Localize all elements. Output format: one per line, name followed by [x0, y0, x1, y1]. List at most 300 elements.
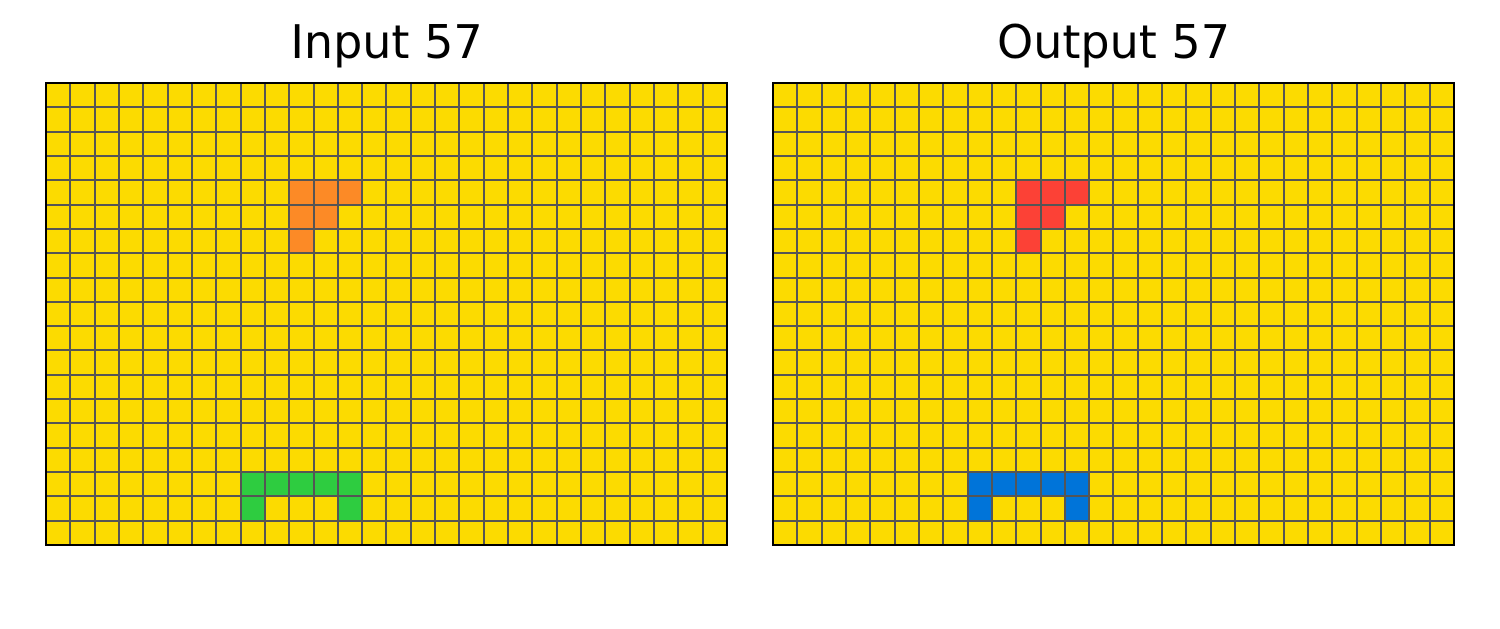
output-cell-r11-c6: [920, 351, 942, 373]
input-cell-r17-c20: [533, 497, 555, 519]
output-cell-r13-c17: [1187, 400, 1209, 422]
output-cell-r2-c24: [1358, 133, 1380, 155]
input-cell-r17-c1: [71, 497, 93, 519]
output-cell-r16-c23: [1333, 473, 1355, 495]
output-cell-r3-c22: [1309, 157, 1331, 179]
input-cell-r7-c18: [485, 254, 507, 276]
input-cell-r10-c10: [290, 327, 312, 349]
output-cell-r10-c1: [798, 327, 820, 349]
input-cell-r14-c6: [193, 424, 215, 446]
output-cell-r8-c21: [1285, 279, 1307, 301]
input-cell-r16-c9: [266, 473, 288, 495]
input-cell-r11-c27: [704, 351, 726, 373]
input-cell-r13-c7: [217, 400, 239, 422]
output-cell-r0-c7: [944, 84, 966, 106]
input-cell-r6-c15: [412, 230, 434, 252]
input-cell-r9-c22: [582, 303, 604, 325]
output-cell-r10-c9: [993, 327, 1015, 349]
input-cell-r8-c19: [509, 279, 531, 301]
output-cell-r5-c15: [1139, 206, 1161, 228]
output-cell-r17-c3: [847, 497, 869, 519]
input-cell-r7-c27: [704, 254, 726, 276]
output-cell-r18-c4: [871, 522, 893, 544]
output-cell-r12-c22: [1309, 376, 1331, 398]
input-cell-r14-c8: [242, 424, 264, 446]
output-cell-r10-c6: [920, 327, 942, 349]
output-cell-r12-c7: [944, 376, 966, 398]
input-cell-r9-c10: [290, 303, 312, 325]
input-cell-r13-c27: [704, 400, 726, 422]
output-cell-r15-c16: [1163, 449, 1185, 471]
input-cell-r15-c13: [363, 449, 385, 471]
input-cell-r12-c6: [193, 376, 215, 398]
input-cell-r0-c2: [96, 84, 118, 106]
input-cell-r6-c4: [144, 230, 166, 252]
input-cell-r4-c21: [558, 181, 580, 203]
input-cell-r6-c27: [704, 230, 726, 252]
output-cell-r10-c20: [1260, 327, 1282, 349]
output-cell-r11-c22: [1309, 351, 1331, 373]
input-cell-r6-c21: [558, 230, 580, 252]
input-cell-r11-c4: [144, 351, 166, 373]
output-cell-r8-c8: [969, 279, 991, 301]
input-cell-r13-c18: [485, 400, 507, 422]
output-cell-r10-c0: [774, 327, 796, 349]
input-cell-r17-c9: [266, 497, 288, 519]
input-cell-r14-c25: [655, 424, 677, 446]
input-cell-r18-c2: [96, 522, 118, 544]
output-cell-r12-c3: [847, 376, 869, 398]
output-cell-r17-c7: [944, 497, 966, 519]
input-cell-r15-c14: [387, 449, 409, 471]
output-cell-r1-c18: [1212, 108, 1234, 130]
input-cell-r13-c9: [266, 400, 288, 422]
output-cell-r11-c9: [993, 351, 1015, 373]
input-cell-r14-c24: [631, 424, 653, 446]
output-cell-r10-c17: [1187, 327, 1209, 349]
input-cell-r8-c23: [606, 279, 628, 301]
output-cell-r18-c2: [823, 522, 845, 544]
output-cell-r12-c2: [823, 376, 845, 398]
input-cell-r17-c23: [606, 497, 628, 519]
output-cell-r5-c25: [1382, 206, 1404, 228]
input-cell-r7-c22: [582, 254, 604, 276]
output-cell-r14-c0: [774, 424, 796, 446]
output-cell-r18-c10: [1017, 522, 1039, 544]
output-cell-r6-c20: [1260, 230, 1282, 252]
output-cell-r13-c15: [1139, 400, 1161, 422]
input-cell-r4-c10: [290, 181, 312, 203]
output-cell-r2-c2: [823, 133, 845, 155]
output-cell-r5-c11: [1042, 206, 1064, 228]
output-cell-r14-c6: [920, 424, 942, 446]
output-cell-r5-c21: [1285, 206, 1307, 228]
output-cell-r2-c15: [1139, 133, 1161, 155]
output-cell-r8-c13: [1090, 279, 1112, 301]
output-cell-r5-c20: [1260, 206, 1282, 228]
input-cell-r10-c0: [47, 327, 69, 349]
input-cell-r8-c9: [266, 279, 288, 301]
input-cell-r10-c20: [533, 327, 555, 349]
input-cell-r11-c13: [363, 351, 385, 373]
output-cell-r0-c15: [1139, 84, 1161, 106]
output-cell-r1-c16: [1163, 108, 1185, 130]
input-cell-r9-c21: [558, 303, 580, 325]
input-cell-r9-c8: [242, 303, 264, 325]
input-grid: [45, 82, 728, 546]
output-cell-r6-c23: [1333, 230, 1355, 252]
output-cell-r16-c20: [1260, 473, 1282, 495]
input-cell-r15-c21: [558, 449, 580, 471]
input-cell-r18-c10: [290, 522, 312, 544]
input-cell-r18-c9: [266, 522, 288, 544]
input-cell-r4-c16: [436, 181, 458, 203]
output-cell-r6-c11: [1042, 230, 1064, 252]
input-cell-r4-c18: [485, 181, 507, 203]
input-cell-r3-c25: [655, 157, 677, 179]
input-cell-r14-c10: [290, 424, 312, 446]
input-cell-r13-c5: [169, 400, 191, 422]
output-cell-r1-c15: [1139, 108, 1161, 130]
input-cell-r18-c18: [485, 522, 507, 544]
input-cell-r15-c1: [71, 449, 93, 471]
input-cell-r16-c25: [655, 473, 677, 495]
output-cell-r16-c2: [823, 473, 845, 495]
input-cell-r3-c0: [47, 157, 69, 179]
input-cell-r13-c24: [631, 400, 653, 422]
output-cell-r3-c25: [1382, 157, 1404, 179]
output-cell-r4-c15: [1139, 181, 1161, 203]
input-cell-r7-c7: [217, 254, 239, 276]
output-cell-r9-c4: [871, 303, 893, 325]
input-cell-r16-c10: [290, 473, 312, 495]
output-cell-r3-c26: [1406, 157, 1428, 179]
input-cell-r12-c5: [169, 376, 191, 398]
output-cell-r1-c19: [1236, 108, 1258, 130]
input-cell-r9-c27: [704, 303, 726, 325]
input-cell-r7-c3: [120, 254, 142, 276]
input-cell-r16-c17: [460, 473, 482, 495]
input-cell-r2-c20: [533, 133, 555, 155]
output-cell-r0-c1: [798, 84, 820, 106]
output-cell-r0-c26: [1406, 84, 1428, 106]
output-cell-r16-c6: [920, 473, 942, 495]
output-cell-r15-c2: [823, 449, 845, 471]
input-cell-r10-c4: [144, 327, 166, 349]
input-cell-r3-c24: [631, 157, 653, 179]
output-cell-r6-c26: [1406, 230, 1428, 252]
input-cell-r0-c18: [485, 84, 507, 106]
output-cell-r4-c25: [1382, 181, 1404, 203]
input-cell-r15-c0: [47, 449, 69, 471]
input-cell-r2-c2: [96, 133, 118, 155]
input-cell-r13-c4: [144, 400, 166, 422]
output-cell-r1-c5: [896, 108, 918, 130]
output-cell-r13-c23: [1333, 400, 1355, 422]
output-cell-r9-c18: [1212, 303, 1234, 325]
input-cell-r14-c27: [704, 424, 726, 446]
input-cell-r15-c5: [169, 449, 191, 471]
output-cell-r3-c0: [774, 157, 796, 179]
input-cell-r18-c4: [144, 522, 166, 544]
output-cell-r6-c21: [1285, 230, 1307, 252]
output-cell-r0-c6: [920, 84, 942, 106]
output-cell-r11-c17: [1187, 351, 1209, 373]
output-cell-r12-c14: [1114, 376, 1136, 398]
input-cell-r4-c9: [266, 181, 288, 203]
input-cell-r3-c7: [217, 157, 239, 179]
output-cell-r4-c21: [1285, 181, 1307, 203]
input-cell-r5-c14: [387, 206, 409, 228]
output-cell-r18-c8: [969, 522, 991, 544]
output-cell-r18-c16: [1163, 522, 1185, 544]
input-cell-r12-c13: [363, 376, 385, 398]
input-cell-r2-c3: [120, 133, 142, 155]
input-cell-r2-c6: [193, 133, 215, 155]
output-cell-r14-c20: [1260, 424, 1282, 446]
output-cell-r15-c14: [1114, 449, 1136, 471]
output-cell-r15-c12: [1066, 449, 1088, 471]
input-cell-r6-c16: [436, 230, 458, 252]
output-cell-r10-c13: [1090, 327, 1112, 349]
input-cell-r2-c16: [436, 133, 458, 155]
output-cell-r18-c7: [944, 522, 966, 544]
output-cell-r0-c27: [1431, 84, 1453, 106]
input-cell-r9-c1: [71, 303, 93, 325]
input-cell-r8-c10: [290, 279, 312, 301]
output-cell-r15-c21: [1285, 449, 1307, 471]
output-cell-r18-c1: [798, 522, 820, 544]
output-cell-r6-c15: [1139, 230, 1161, 252]
output-cell-r12-c9: [993, 376, 1015, 398]
output-cell-r18-c21: [1285, 522, 1307, 544]
input-cell-r6-c7: [217, 230, 239, 252]
output-cell-r7-c23: [1333, 254, 1355, 276]
output-cell-r10-c3: [847, 327, 869, 349]
output-cell-r1-c6: [920, 108, 942, 130]
output-cell-r2-c16: [1163, 133, 1185, 155]
output-cell-r8-c20: [1260, 279, 1282, 301]
output-cell-r17-c22: [1309, 497, 1331, 519]
output-cell-r8-c9: [993, 279, 1015, 301]
input-cell-r2-c22: [582, 133, 604, 155]
input-cell-r1-c0: [47, 108, 69, 130]
output-cell-r15-c22: [1309, 449, 1331, 471]
output-cell-r6-c4: [871, 230, 893, 252]
output-cell-r15-c19: [1236, 449, 1258, 471]
output-cell-r5-c26: [1406, 206, 1428, 228]
input-cell-r15-c7: [217, 449, 239, 471]
input-cell-r13-c17: [460, 400, 482, 422]
output-cell-r1-c0: [774, 108, 796, 130]
output-cell-r12-c27: [1431, 376, 1453, 398]
output-cell-r9-c6: [920, 303, 942, 325]
output-cell-r11-c12: [1066, 351, 1088, 373]
output-cell-r4-c4: [871, 181, 893, 203]
output-cell-r13-c22: [1309, 400, 1331, 422]
output-cell-r7-c3: [847, 254, 869, 276]
output-cell-r18-c23: [1333, 522, 1355, 544]
output-cell-r2-c5: [896, 133, 918, 155]
output-cell-r9-c13: [1090, 303, 1112, 325]
input-cell-r7-c16: [436, 254, 458, 276]
input-cell-r3-c2: [96, 157, 118, 179]
input-cell-r12-c4: [144, 376, 166, 398]
output-cell-r2-c21: [1285, 133, 1307, 155]
output-cell-r5-c5: [896, 206, 918, 228]
output-cell-r5-c24: [1358, 206, 1380, 228]
output-cell-r8-c0: [774, 279, 796, 301]
input-cell-r7-c4: [144, 254, 166, 276]
output-cell-r11-c20: [1260, 351, 1282, 373]
output-cell-r13-c18: [1212, 400, 1234, 422]
input-cell-r0-c19: [509, 84, 531, 106]
input-cell-r15-c2: [96, 449, 118, 471]
input-cell-r1-c1: [71, 108, 93, 130]
input-cell-r9-c25: [655, 303, 677, 325]
output-cell-r17-c14: [1114, 497, 1136, 519]
output-cell-r3-c17: [1187, 157, 1209, 179]
output-cell-r15-c13: [1090, 449, 1112, 471]
input-cell-r16-c27: [704, 473, 726, 495]
output-cell-r11-c16: [1163, 351, 1185, 373]
input-cell-r1-c6: [193, 108, 215, 130]
output-cell-r7-c21: [1285, 254, 1307, 276]
input-cell-r7-c1: [71, 254, 93, 276]
output-cell-r4-c0: [774, 181, 796, 203]
output-cell-r7-c20: [1260, 254, 1282, 276]
input-cell-r17-c0: [47, 497, 69, 519]
input-cell-r18-c8: [242, 522, 264, 544]
input-cell-r17-c19: [509, 497, 531, 519]
input-cell-r8-c3: [120, 279, 142, 301]
output-cell-r9-c21: [1285, 303, 1307, 325]
input-cell-r0-c27: [704, 84, 726, 106]
input-cell-r2-c1: [71, 133, 93, 155]
input-cell-r13-c12: [339, 400, 361, 422]
output-cell-r0-c22: [1309, 84, 1331, 106]
input-cell-r1-c3: [120, 108, 142, 130]
input-cell-r2-c18: [485, 133, 507, 155]
output-cell-r17-c1: [798, 497, 820, 519]
input-cell-r1-c2: [96, 108, 118, 130]
input-cell-r11-c5: [169, 351, 191, 373]
output-cell-r0-c23: [1333, 84, 1355, 106]
output-cell-r11-c18: [1212, 351, 1234, 373]
input-cell-r13-c14: [387, 400, 409, 422]
output-cell-r12-c26: [1406, 376, 1428, 398]
output-cell-r0-c16: [1163, 84, 1185, 106]
output-cell-r18-c3: [847, 522, 869, 544]
input-cell-r5-c15: [412, 206, 434, 228]
input-cell-r15-c17: [460, 449, 482, 471]
output-cell-r15-c20: [1260, 449, 1282, 471]
input-cell-r18-c11: [315, 522, 337, 544]
output-cell-r12-c20: [1260, 376, 1282, 398]
input-cell-r9-c9: [266, 303, 288, 325]
input-cell-r18-c23: [606, 522, 628, 544]
input-cell-r16-c3: [120, 473, 142, 495]
input-cell-r9-c7: [217, 303, 239, 325]
input-cell-r5-c26: [679, 206, 701, 228]
input-cell-r9-c0: [47, 303, 69, 325]
input-cell-r1-c22: [582, 108, 604, 130]
input-cell-r0-c14: [387, 84, 409, 106]
output-cell-r16-c10: [1017, 473, 1039, 495]
input-cell-r3-c23: [606, 157, 628, 179]
output-cell-r10-c11: [1042, 327, 1064, 349]
output-cell-r8-c26: [1406, 279, 1428, 301]
input-cell-r17-c12: [339, 497, 361, 519]
input-cell-r2-c13: [363, 133, 385, 155]
input-cell-r18-c26: [679, 522, 701, 544]
output-cell-r18-c17: [1187, 522, 1209, 544]
output-cell-r9-c17: [1187, 303, 1209, 325]
output-cell-r6-c25: [1382, 230, 1404, 252]
input-cell-r18-c7: [217, 522, 239, 544]
input-cell-r4-c22: [582, 181, 604, 203]
output-cell-r10-c2: [823, 327, 845, 349]
output-cell-r8-c25: [1382, 279, 1404, 301]
output-cell-r6-c8: [969, 230, 991, 252]
input-cell-r9-c16: [436, 303, 458, 325]
output-cell-r16-c16: [1163, 473, 1185, 495]
output-cell-r8-c15: [1139, 279, 1161, 301]
input-cell-r5-c17: [460, 206, 482, 228]
input-cell-r12-c12: [339, 376, 361, 398]
output-cell-r7-c24: [1358, 254, 1380, 276]
output-cell-r11-c7: [944, 351, 966, 373]
input-cell-r5-c2: [96, 206, 118, 228]
input-cell-r6-c0: [47, 230, 69, 252]
input-cell-r10-c2: [96, 327, 118, 349]
input-cell-r10-c24: [631, 327, 653, 349]
output-cell-r17-c24: [1358, 497, 1380, 519]
input-cell-r13-c20: [533, 400, 555, 422]
input-cell-r6-c25: [655, 230, 677, 252]
input-cell-r4-c23: [606, 181, 628, 203]
input-cell-r2-c26: [679, 133, 701, 155]
input-cell-r15-c23: [606, 449, 628, 471]
input-cell-r9-c24: [631, 303, 653, 325]
output-cell-r18-c26: [1406, 522, 1428, 544]
output-cell-r3-c18: [1212, 157, 1234, 179]
input-cell-r15-c11: [315, 449, 337, 471]
input-cell-r17-c11: [315, 497, 337, 519]
input-cell-r16-c23: [606, 473, 628, 495]
output-cell-r17-c11: [1042, 497, 1064, 519]
output-cell-r9-c20: [1260, 303, 1282, 325]
output-cell-r16-c3: [847, 473, 869, 495]
output-cell-r8-c27: [1431, 279, 1453, 301]
input-cell-r0-c20: [533, 84, 555, 106]
output-cell-r8-c14: [1114, 279, 1136, 301]
output-cell-r8-c16: [1163, 279, 1185, 301]
input-cell-r10-c12: [339, 327, 361, 349]
output-cell-r18-c0: [774, 522, 796, 544]
output-cell-r5-c1: [798, 206, 820, 228]
output-cell-r9-c11: [1042, 303, 1064, 325]
input-cell-r12-c15: [412, 376, 434, 398]
input-cell-r14-c14: [387, 424, 409, 446]
output-cell-r13-c21: [1285, 400, 1307, 422]
input-cell-r8-c13: [363, 279, 385, 301]
input-cell-r17-c2: [96, 497, 118, 519]
output-cell-r14-c17: [1187, 424, 1209, 446]
output-cell-r7-c27: [1431, 254, 1453, 276]
input-cell-r1-c24: [631, 108, 653, 130]
input-cell-r1-c25: [655, 108, 677, 130]
